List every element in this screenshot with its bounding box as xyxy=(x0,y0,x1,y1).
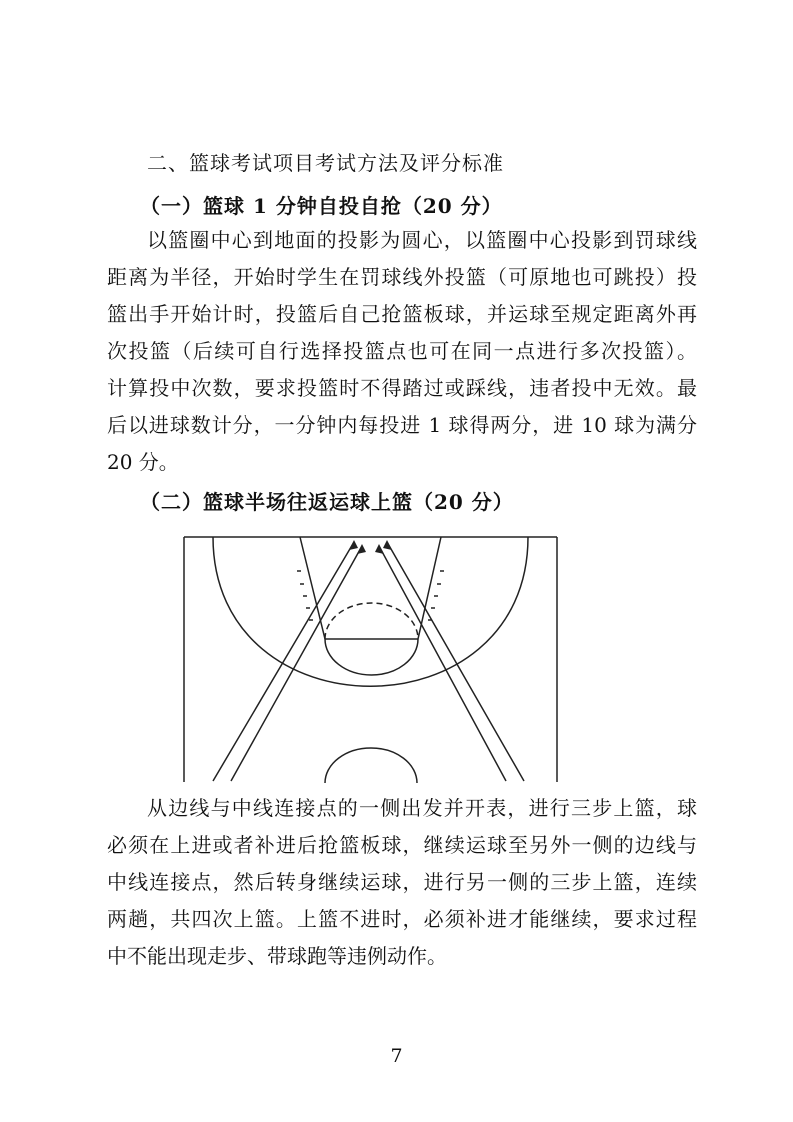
paragraph-line: 距离为半径，开始时学生在罚球线外投篮（可原地也可跳投）投 xyxy=(107,265,697,289)
path-arrow-right xyxy=(379,542,524,781)
paragraph-line: 中线连接点，然后转身继续运球，进行另一侧的三步上篮，连续 xyxy=(107,870,697,894)
free-throw-circle-dashed xyxy=(325,603,418,639)
center-circle xyxy=(325,748,417,783)
page-number: 7 xyxy=(390,1045,403,1067)
arrowhead-right-outer xyxy=(383,540,392,550)
item2-paragraph xyxy=(107,790,697,975)
section-heading: 二、篮球考试项目考试方法及评分标准 xyxy=(147,151,504,175)
arrowhead-left-outer xyxy=(349,540,358,550)
paragraph-line: 20 分。 xyxy=(107,450,179,474)
lane-hash-right xyxy=(428,571,444,620)
paragraph-line: 次投篮（后续可自行选择投篮点也可在同一点进行多次投篮）。 xyxy=(107,339,697,363)
paragraph-line: 计算投中次数，要求投篮时不得踏过或踩线，违者投中无效。最 xyxy=(107,376,697,400)
paragraph-line: 篮出手开始计时，投篮后自己抢篮板球，并运球至规定距离外再 xyxy=(107,302,697,326)
paragraph-line: 必须在上进或者补进后抢篮板球，继续运球至另外一侧的边线与 xyxy=(107,833,697,857)
item1-heading: （一）篮球 1 分钟自投自抢（20 分） xyxy=(140,194,503,218)
arrowhead-right-inner xyxy=(375,544,384,554)
three-point-arc xyxy=(213,537,528,686)
paragraph-line: 以篮圈中心到地面的投影为圆心，以篮圈中心投影到罚球线 xyxy=(147,228,697,252)
path-arrow-left xyxy=(213,542,362,781)
paragraph-line: 两趟，共四次上篮。上篮不进时，必须补进才能继续，要求过程 xyxy=(107,907,697,931)
half-court-diagram xyxy=(183,536,558,784)
paragraph-line: 从边线与中线连接点的一侧出发并开表，进行三步上篮，球 xyxy=(147,796,697,820)
item2-heading: （二）篮球半场往返运球上篮（20 分） xyxy=(140,490,514,514)
item1-paragraph xyxy=(107,222,697,481)
lane-lines xyxy=(300,537,441,639)
arrowhead-left-inner xyxy=(357,544,366,554)
paragraph-line: 中不能出现走步、带球跑等违例动作。 xyxy=(107,944,447,968)
paragraph-line: 后以进球数计分，一分钟内每投进 1 球得两分，进 10 球为满分 xyxy=(107,413,697,437)
court-boundary xyxy=(184,537,557,782)
free-throw-circle-solid xyxy=(325,639,418,675)
